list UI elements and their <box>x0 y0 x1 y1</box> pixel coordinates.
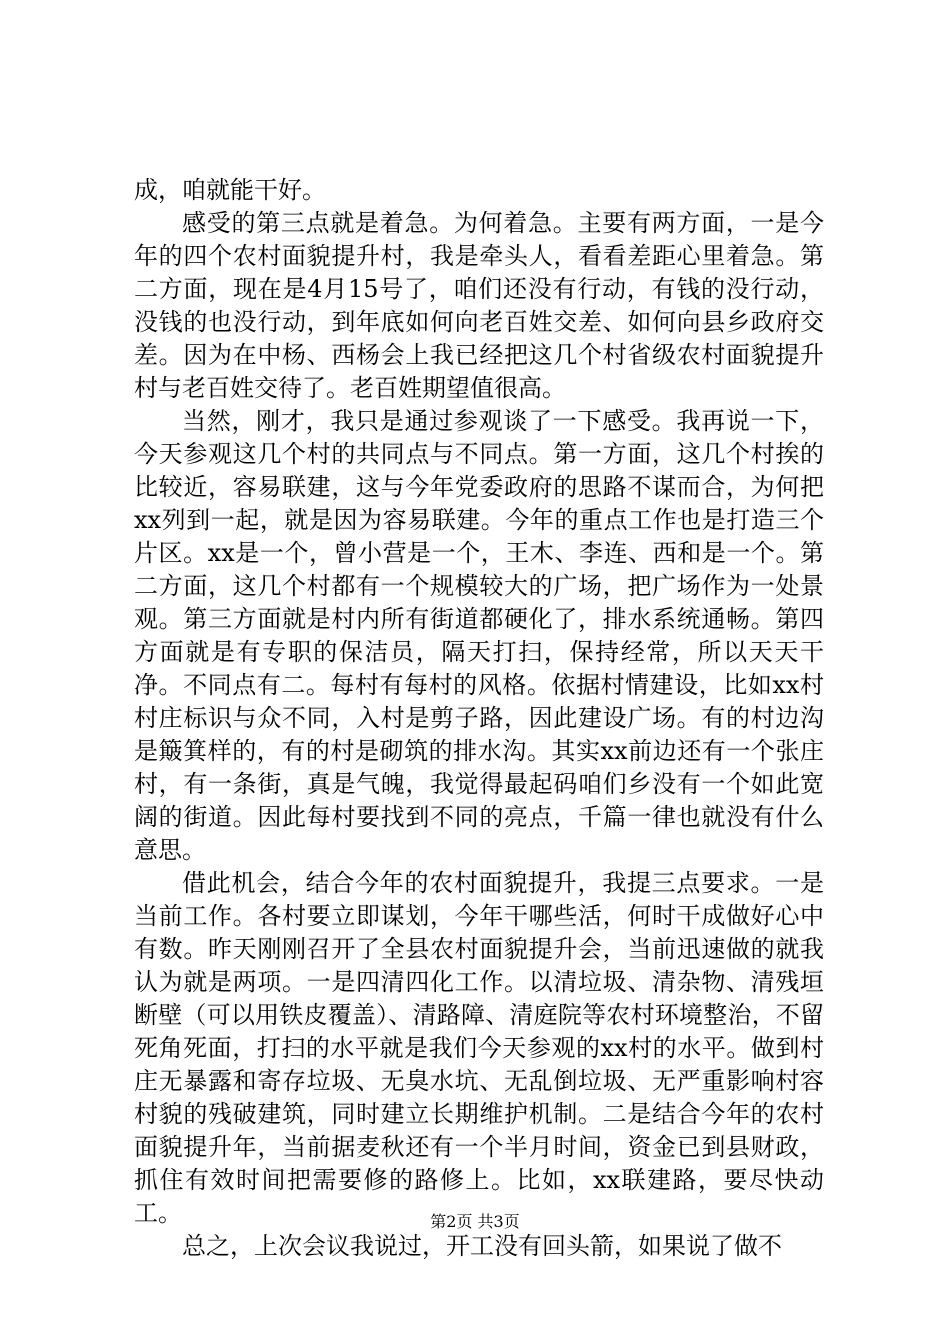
paragraph-third-feeling: 感受的第三点就是着急。为何着急。主要有两方面，一是今年的四个农村面貌提升村，我是牵头人，看看差距心里着急。第二方面，现在是4月15号了，咱们还没有行动，有钱的没行动，没钱的也没行动，到年底如何向老百姓交差、如何向县乡政府交差。因为在中杨、西杨会上我已经把这几个村省级农村面貌提升村与老百姓交待了。老百姓期望值很高。 <box>134 209 824 402</box>
page-footer: 第2页 共3页 <box>430 1212 520 1231</box>
document-body <box>134 174 824 1263</box>
paragraph-continuation: 成，咱就能干好。 <box>134 176 326 204</box>
paragraph-conclusion: 总之，上次会议我说过，开工没有回头箭，如果说了做不 <box>182 1232 782 1260</box>
paragraph-requirements: 借此机会，结合今年的农村面貌提升，我提三点要求。一是当前工作。各村要立即谋划，今年干哪些活，何时干成做好心中有数。昨天刚刚召开了全县农村面貌提升会，当前迅速做的就我认为就是两项。一是四清四化工作。以清垃圾、清杂物、清残垣断壁（可以用铁皮覆盖）、清路障、清庭院等农村环境整治，不留死角死面，打扫的水平就是我们今天参观的xx村的水平。做到村庄无暴露和寄存垃圾、无臭水坑、无乱倒垃圾、无严重影响村容村貌的残破建筑，同时建立长期维护机制。二是结合今年的农村面貌提升年，当前据麦秋还有一个半月时间，资金已到县财政，抓住有效时间把需要修的路修上。比如，xx联建路，要尽快动工。 <box>134 869 824 1227</box>
paragraph-common-points: 当然，刚才，我只是通过参观谈了一下感受。我再说一下，今天参观这几个村的共同点与不同点。第一方面，这几个村挨的比较近，容易联建，这与今年党委政府的思路不谋而合，为何把xx列到一起，就是因为容易联建。今年的重点工作也是打造三个片区。xx是一个，曾小营是一个，王木、李连、西和是一个。第二方面，这几个村都有一个规模较大的广场，把广场作为一处景观。第三方面就是村内所有街道都硬化了，排水系统通畅。第四方面就是有专职的保洁员，隔天打扫，保持经常，所以天天干净。不同点有二。每村有每村的风格。依据村情建设，比如xx村村庄标识与众不同，入村是剪子路，因此建设广场。有的村边沟是簸箕样的，有的村是砌筑的排水沟。其实xx前边还有一个张庄村，有一条街，真是气魄，我觉得最起码咱们乡没有一个如此宽阔的街道。因此每村要找到不同的亮点，千篇一律也就没有什么意思。 <box>134 407 824 864</box>
